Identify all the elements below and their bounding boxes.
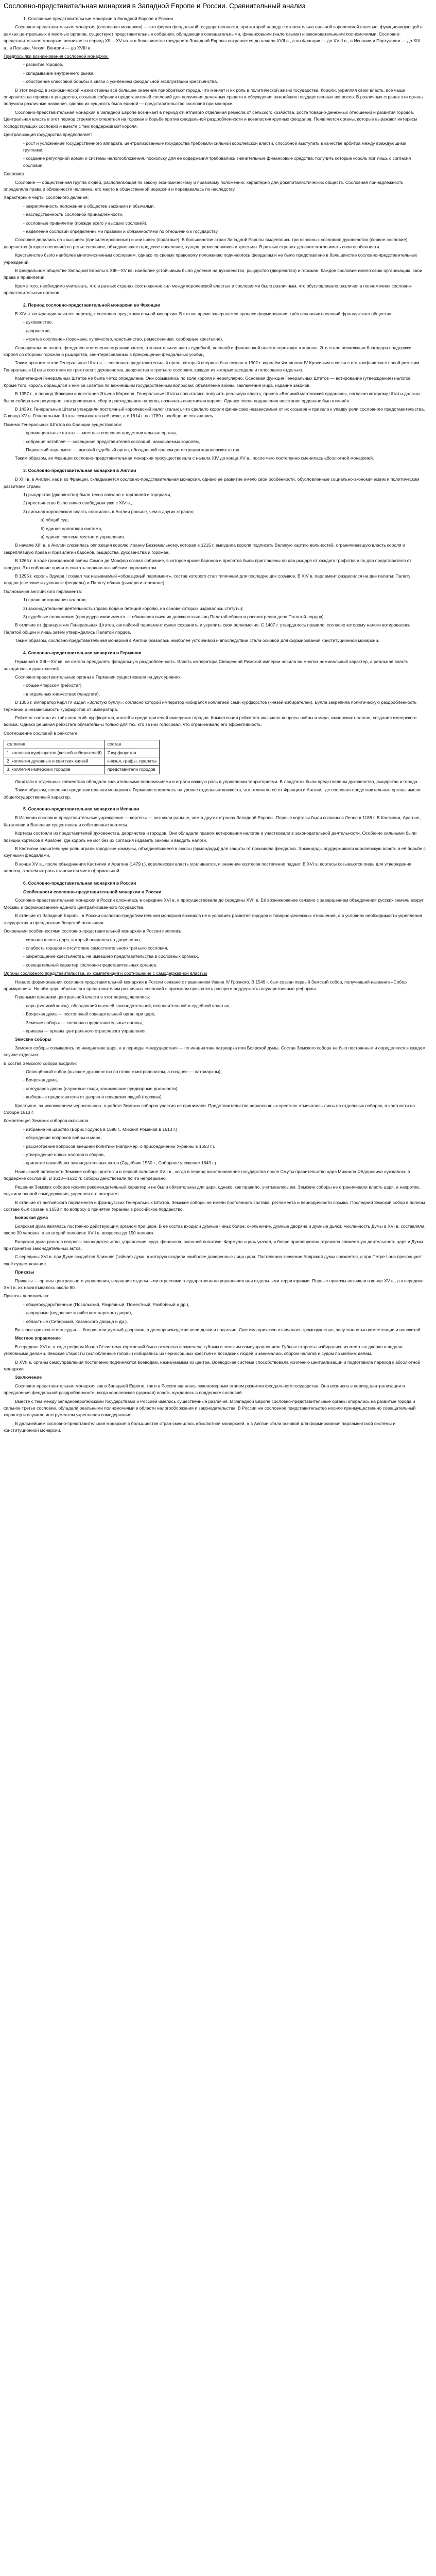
- paragraph: Сословно-представительная монархия в России сложилась в середине XVI в. и просуществовала до середины XVII в. Её возникновение связано с завершением объединения русских земель вокруг Москвы и формированием единого централизованного государства.: [4, 897, 424, 910]
- paragraph: Решения Земских соборов носили рекомендательный характер и не были обязательны для царя, однако, как правило, учитывались им. Земские соборы не ограничивали власть царя, а напротив, служили опорой самодержавия, укрепляя его авторитет.: [4, 1184, 420, 1197]
- list-item: б) единая налоговая система,: [41, 526, 102, 531]
- paragraph: В отличие от Западной Европы, в России сословно-представительная монархия возникла не в условиях развития городов и товарно-денежных отношений, а в условиях необходимости укрепления государства и преодоления боярской оппозиции.: [4, 913, 422, 925]
- table-row: [4, 740, 160, 749]
- list-item: 1. Сословные представительные монархии в Западной Европе и России: [23, 16, 173, 21]
- paragraph: Кортесы состояли из представителей духовенства, дворянства и городов. Они обладали правом вотирования налогов и участвовали в законодательной деятельности. Особенно сильными были позиции кортесов в Арагоне, где король не мог без их согласия издавать законы и вводить налоги.: [4, 831, 417, 843]
- document-title: Сословно-представительная монархия в Западной Европе и России. Сравнительный анализ: [4, 2, 305, 10]
- estates-table: [4, 740, 160, 774]
- list-item: - дворцовые (ведавшие хозяйством царского двора),: [23, 1310, 132, 1316]
- paragraph: В XIV в. во Франции начался переход к сословно-представительной монархии. В это же время завершается процесс формирования трёх основных сословий французского общества:: [15, 311, 393, 317]
- table-cell: 1. коллегия курфюрстов (князей-избирателей): [4, 749, 105, 757]
- paragraph: Боярская дума решала вопросы законодательства, управления, суда, финансов, внешней политики. Формула «царь указал, и бояре приговорили» отражала совместную деятельность царя и Думы при принятии законодательных актов.: [4, 1239, 423, 1251]
- table-cell: 7 курфюрстов: [104, 749, 159, 757]
- paragraph: Сеньориальная власть феодалов постепенно ограничивается, а значительная часть судебной, военной и финансовой власти переходит к королю. Это стало возможным благодаря поддержке короля со стороны горожан и рыцарства, заинтересованных в прекращении феодальных усобиц.: [4, 345, 412, 358]
- paragraph: В середине XVI в. в ходе реформ Ивана IV система кормлений была отменена и заменена губным и земским самоуправлением. Губные старосты избирались из местных дворян и ведали уголовными делами. Земские старосты (излюбленные головы) избирались из черносошных крестьян и посадских людей и занимались сбором налогов и судом по мелким делам.: [4, 1344, 403, 1357]
- paragraph: Сословия делились на «высшие» (привилегированные) и «низшие» (податные). В большинстве стран Западной Европы выделялись три основных сословия: духовенство (первое сословие), дворянство (второе сословие) и третье сословие, объединявшее городское население, купцов, ремесленников и крестьян. В разных странах деление могло иметь свои особенности.: [4, 237, 409, 249]
- paragraph: Крестьянство было наиболее многочисленным сословием, однако по своему правовому положению подчинялось феодалам и не было представлено в большинстве сословно-представительных учреждений.: [4, 252, 417, 265]
- section-heading: 2. Период сословно-представительной монархии во Франции: [23, 302, 161, 308]
- list-item: 2) законодательная деятельность (право подачи петиций королю, на основе которых издавались статуты);: [23, 605, 243, 611]
- list-item: - провинциальные штаты — местные сословно-представительные органы,: [23, 430, 178, 436]
- list-item: - утверждение новых налогов и сборов,: [23, 1152, 105, 1158]
- paragraph: В XVII в. органы самоуправления постепенно подчиняются воеводам, назначаемым из центра. Воеводская система способствовала усилению централизации и подготовила переход к абсолютной монархии.: [4, 1359, 421, 1372]
- paragraph: Характерные черты сословного деления:: [4, 195, 89, 200]
- subsection-heading: Заключение: [15, 1375, 42, 1380]
- paragraph: Боярская дума являлась постоянно действующим органом при царе. В её состав входили думные чины: бояре, окольничие, думные дворяне и думные дьяки. Численность Думы в XVI в. составляла около 30 человек, а во второй половине XVII в. возросла до 150 человек.: [4, 1223, 425, 1236]
- paragraph: Централизация государства предполагает:: [4, 132, 92, 138]
- list-item: - Земские соборы — сословно-представительные органы,: [23, 1020, 143, 1025]
- underlined-heading: Предпосылки возникновения сословной монархии:: [4, 54, 109, 59]
- paragraph: В 1439 г. Генеральные Штаты утвердили постоянный королевский налог (талью), что сделало короля финансово независимым от их созывов и привело к упадку роли сословного представительства. С конца XV в. Генеральные Штаты созываются всё реже, а с 1614 г. по 1789 г. вообще не созывались.: [4, 406, 425, 419]
- subsection-heading: Особенности сословно-представительной монархии в России: [23, 889, 162, 895]
- list-item: - закреплённость положения в обществе законами и обычаями,: [23, 203, 155, 209]
- paragraph: Приказы — органы центрального управления, ведавшие отдельными отраслями государственного управления или отдельными территориями. Первые приказы возникли в конце XV в., а к середине XVII в. их насчитывалось около 80.: [4, 1278, 424, 1290]
- paragraph: В феодальном обществе Западной Европы в XIII—XV вв. наиболее устойчивым было деление на духовенство, рыцарство (дворянство) и горожан. Каждое сословие имело свою организацию, свои права и привилегии.: [4, 268, 423, 280]
- subsection-heading: Боярская дума: [15, 1215, 48, 1221]
- section-heading: 5. Сословно-представительная монархия в Испании: [23, 806, 139, 811]
- paragraph: В начале XIII в. в Англии сложилась оппозиция королю Иоанну Безземельному, которая в 1215 г. вынудила короля подписать Великую хартию вольностей, ограничивавшую власть короля и закреплявшую права и привилегии баронов, рыцарства, духовенства и горожан.: [4, 543, 405, 555]
- list-item: в) единая система местного управления.: [41, 534, 125, 539]
- subsection-heading: Местное управление: [15, 1335, 61, 1341]
- underlined-heading: Сословия: [4, 171, 24, 177]
- paragraph: В этот период в экономической жизни страны всё большее значение приобретают города, что меняет и их роль в политической жизни государства. Короли, укрепляя свою власть, всё чаще опираются на горожан и рыцарство, созывая собрания представителей сословий для получения денежных средств и обсуждения важнейших государственных вопросов. В различных странах эти органы получили различные названия, однако их сущность была единой — представительство сословий при монархе.: [4, 87, 424, 107]
- paragraph: Начало формирования сословно-представительной монархии в России связано с правлением Ивана IV Грозного. В 1549 г. был созван первый Земский собор, получивший название «Собор примирения». На нём царь обратился к представителям различных сословий с призывом прекратить распри и поддержать государственные реформы.: [4, 979, 407, 991]
- underlined-heading: Органы сословного представительства, их компетенция и соотношение с самодержавной властью: [4, 971, 207, 976]
- list-item: - царь (великий князь), обладавший высшей законодательной, исполнительной и судебной властью,: [23, 1003, 231, 1008]
- table-cell: 3. коллегия имперских городов: [4, 766, 105, 774]
- list-item: 3) сильная королевская власть сложилась в Англии раньше, чем в других странах;: [23, 509, 195, 514]
- list-item: - избрание на царство (Борис Годунов в 1598 г., Михаил Романов в 1613 г.),: [23, 1126, 179, 1132]
- list-item: - в отдельных княжествах (ландтаги).: [23, 691, 100, 697]
- document-page: [4, 2, 426, 2576]
- document-body: [4, 15, 426, 1434]
- paragraph: Приказы делились на:: [4, 1293, 50, 1299]
- paragraph: Во главе приказа стоял судья — боярин или думный дворянин, а делопроизводство вели дьяки и подьячие. Система приказов отличалась громоздкостью, запутанностью компетенции и волокитой.: [15, 1327, 422, 1332]
- paragraph: Рейхстаг состоял из трёх коллегий: курфюрстов, князей и представителей имперских городов. Компетенция рейхстага включала вопросы войны и мира, имперских налогов, создания имперского войска. Однако решения рейхстага обязательны только для тех, кто за них голосовал, что ограничивало его эффективность.: [4, 715, 416, 727]
- paragraph: В 1356 г. император Карл IV издал «Золотую буллу», согласно которой император избирался коллегией семи курфюрстов (князей-избирателей). Булла закрепила политическую раздробленность Германии и независимость курфюрстов от императора.: [4, 700, 417, 712]
- list-item: - наделение сословий определёнными правами и обязанностями по отношению к государству.: [23, 228, 219, 234]
- paragraph: В 1265 г. в ходе гражданской войны Симон де Монфор созвал собрание, в которое кроме баронов и прелатов были приглашены по два рыцаря от каждого графства и по два представителя от городов. Это собрание принято считать первым английским парламентом.: [4, 558, 412, 570]
- list-item: - «государев двор» (служилые люди, занимавшие придворные должности),: [23, 1086, 179, 1091]
- table-row: [4, 766, 160, 774]
- list-item: - сословные привилегии (прежде всего у высших сословий),: [23, 220, 148, 226]
- list-item: 1) рыцарство (дворянство) было тесно связано с торговлей и городами,: [23, 492, 171, 497]
- list-item: - выборные представители от дворян и посадских людей (горожан).: [23, 1094, 163, 1100]
- list-item: - Освящённый собор (высшее духовенство во главе с митрополитом, а позднее — патриархом),: [23, 1069, 222, 1074]
- paragraph: Германия в XIII—XV вв. не смогла преодолеть феодальную раздробленность. Власть императора Священной Римской империи носила во многом номинальный характер, а реальная власть находилась в руках князей.: [4, 659, 409, 671]
- list-item: - собрания нотаблей — совещания представителей сословий, назначаемых королём,: [23, 438, 200, 444]
- list-item: - приказы — органы центрального отраслевого управления.: [23, 1028, 147, 1033]
- subsection-heading: Земские соборы: [15, 1037, 51, 1042]
- list-item: - общеимперском (рейхстаг),: [23, 683, 83, 688]
- paragraph: В конце XV в., после объединения Кастилии и Арагона (1479 г.), королевская власть усиливается, и значение кортесов постепенно падает. В XVI в. кортесы созываются лишь для утверждения налогов, а затем их роль становится чисто формальной.: [4, 861, 411, 874]
- list-item: - сильная власть царя, который опирался на дворянство,: [23, 937, 141, 942]
- section-heading: 4. Сословно-представительная монархия в Германии: [23, 650, 142, 655]
- paragraph: В XIII в. в Англии, как и во Франции, складывается сословно-представительная монархия, однако её развитие имело свои особенности, обусловленные социально-экономическим и политическим развитием страны:: [4, 477, 420, 489]
- paragraph: Сословно-представительная монархия в Западной Европе возникает в период отчётливого отделения ремесла от сельского хозяйства, роста товарно-денежных отношений и развития городов. Центральная власть в этот период стремится опереться на горожан в борьбе против феодальной раздробленности и всевластия крупных феодалов. Появляются органы, которые выражают интересы господствующих сословий и вместе с тем поддерживают короля.: [4, 109, 417, 129]
- paragraph: Основными особенностями сословно-представительной монархии в России являлись:: [4, 928, 183, 934]
- list-item: - рост и усложнение государственного аппарата, централизованные государства требовали сильной королевской власти, способной выступать в качестве арбитра между враждующими группами,: [23, 140, 407, 152]
- paragraph: С середины XVI в. при Думе создаётся Ближняя (тайная) дума, в которую входили наиболее доверенные лица царя. Постепенно значение Боярской думы снижается, а при Петре I она прекращает своё существование.: [4, 1254, 422, 1266]
- table-cell: коллегия: [4, 740, 105, 749]
- list-item: - дворянство,: [23, 328, 51, 333]
- paragraph: В 1295 г. король Эдуард I созвал так называемый «образцовый парламент», состав которого стал типичным для последующих созывов. В XIV в. парламент разделился на две палаты: Палату лордов (светские и духовные феодалы) и Палату общин (рыцари и горожане).: [4, 573, 411, 586]
- paragraph: Земские соборы созывались по инициативе царя, а в периоды междуцарствия — по инициативе патриарха или Боярской думы. Состав Земского собора не был постоянным и определялся в каждом случае отдельно.: [4, 1045, 426, 1058]
- paragraph: Таким органом стали Генеральные Штаты — сословно-представительный орган, который впервые был созван в 1302 г. королём Филиппом IV Красивым в связи с его конфликтом с папой римским. Генеральные Штаты состояли из трёх палат: духовенства, дворянства и третьего сословия, каждая из которых заседала и голосовала отдельно.: [4, 360, 421, 372]
- list-item: - принятие важнейших законодательных актов (Судебник 1550 г., Соборное уложение 1649 г.).: [23, 1160, 218, 1166]
- table-cell: представители городов: [104, 766, 159, 774]
- list-item: - совещательный характер сословно-представительных органов.: [23, 962, 158, 968]
- paragraph: Соотношение сословий в рейхстаге:: [4, 730, 79, 736]
- list-item: - закрепощение крестьянства, не имевшего представительства в сословных органах,: [23, 954, 199, 959]
- paragraph: Сословно-представительная монархия как в Западной Европе, так и в России являлась закономерным этапом развития феодального государства. Она возникла в период централизации и преодоления феодальной раздробленности, когда королевская (царская) власть нуждалась в поддержке сословий.: [4, 1383, 405, 1396]
- paragraph: Сословно-представительные органы в Германии существовали на двух уровнях:: [15, 674, 182, 680]
- table-cell: состав: [104, 740, 159, 749]
- list-item: - общегосударственные (Посольский, Разрядный, Поместный, Разбойный и др.),: [23, 1301, 189, 1307]
- list-item: - создание регулярной армии и системы налогообложения, поскольку для её содержания требовались значительные финансовые средства, получить которые король мог лишь с согласия сословий.: [23, 156, 411, 168]
- paragraph: В 1357 г., в период Жакерии и восстания Этьена Марселя, Генеральные Штаты попытались получить реальную власть, приняв «Великий мартовский ордонанс», согласно которому Штаты должны были собираться регулярно, контролировать сбор и расходование налогов, назначать советников короля. Однако после подавления восстания ордонанс был отменён.: [4, 391, 421, 403]
- list-item: - слабость городов и отсутствие самостоятельного третьего сословия,: [23, 945, 168, 951]
- paragraph: В Кастилии значительную роль играли городские коммуны, объединявшиеся в союзы (эрмандады) для защиты от произвола феодалов. Эрмандады поддерживали королевскую власть в её борьбе с крупными феодалами.: [4, 846, 426, 858]
- list-item: - обострение классовой борьбы в связи с усилением феодальной эксплуатации крестьянства.: [23, 79, 218, 84]
- table-row: [4, 749, 160, 757]
- list-item: - «третье сословие» (горожане, купечество, крестьянство, ремесленники, свободные крестьяне).: [23, 336, 223, 342]
- list-item: - наследственность сословной принадлежности,: [23, 212, 124, 217]
- paragraph: Таким образом, сословно-представительная монархия в Германии сложилась на уровне отдельных княжеств, что отличало её от Франции и Англии, где сословно-представительные органы имели общегосударственный характер.: [4, 787, 421, 800]
- section-heading: 6. Сословно-представительная монархия в России: [23, 880, 136, 886]
- list-item: - развитие городов,: [23, 62, 63, 67]
- paragraph: Полномочия английского парламента:: [4, 588, 82, 594]
- section-heading: 3. Сословно-представительная монархия в Англии: [23, 467, 136, 473]
- paragraph: Таким образом, во Франции сословно-представительная монархия просуществовала с начала XIV до конца XV в., после чего постепенно сменилась абсолютной монархией.: [15, 455, 374, 461]
- paragraph: Главными органами центральной власти в этот период являлись:: [15, 994, 150, 1000]
- list-item: - Боярская дума — постоянный совещательный орган при царе,: [23, 1011, 156, 1017]
- list-item: 2) крестьянство было лично свободным уже с XIV в.,: [23, 500, 132, 506]
- paragraph: В отличие от французских Генеральных Штатов, английский парламент сумел сохранить и укрепить свои полномочия. С 1407 г. утвердилось правило, согласно которому налоги вотировались Палатой общин и лишь затем утверждались Палатой лордов.: [4, 622, 411, 635]
- list-item: 3) судебные полномочия (процедура импичмента — обвинения высших должностных лиц Палатой общин и рассмотрения дела Палатой лордов).: [23, 614, 325, 620]
- paragraph: Компетенция Генеральных Штатов не была чётко определена. Они созывались по воле короля и нерегулярно. Основная функция Генеральных Штатов — вотирование (утверждение) налогов. Кроме того, король обращался к ним за советом по важнейшим государственным вопросам: объявление войны, заключение мира, издание законов.: [4, 376, 412, 388]
- paragraph: В состав Земского собора входили:: [4, 1060, 77, 1066]
- list-item: - Парижский парламент — высший судебный орган, обладавший правом регистрации королевских актов.: [23, 447, 241, 452]
- list-item: - рассмотрение вопросов внешней политики (например, о присоединении Украины в 1653 г.),: [23, 1143, 215, 1149]
- paragraph: Наивысшей активности Земские соборы достигли в первой половине XVII в., когда в период восстановления государства после Смуты правительство царя Михаила Фёдоровича нуждалось в поддержке сословий. В 1613—1622 гг. соборы действовали почти непрерывно.: [4, 1168, 410, 1181]
- paragraph: В отличие от английского парламента и французских Генеральных Штатов, Земские соборы не имели постоянного состава, регламента и периодичности созыва. Последний Земский собор в полном составе был созван в 1653 г. по вопросу о принятии Украины в российское подданство.: [4, 1199, 425, 1212]
- list-item: - Боярская дума,: [23, 1077, 58, 1083]
- list-item: 1) право вотирования налогов;: [23, 597, 87, 603]
- paragraph: Ландтаги в отдельных княжествах обладали значительными полномочиями и играли важную роль в управлении территориями. В ландтагах были представлены духовенство, рыцарство и города.: [15, 778, 419, 784]
- list-item: - обсуждение вопросов войны и мира,: [23, 1135, 102, 1141]
- paragraph: Кроме того, необходимо учитывать, что в разных странах соотношение сил между королевской властью и сословиями было различным, что обусловливало различия в полномочиях сословно-представительных органов.: [4, 283, 412, 296]
- paragraph: Таким образом, сословно-представительная монархия в Англии оказалась наиболее устойчивой и впоследствии стала основой для формирования конституционной монархии.: [15, 638, 379, 643]
- paragraph: Сословно-представительная монархия (сословная монархия) — это форма феодальной государственности, при которой наряду с относительно сильной королевской властью, функционирующей в рамках центральных и местных органов, существуют представительные собрания, обладающие совещательными, финансовыми (налоговыми) и законодательными полномочиями. Сословно-представительная монархия возникает в период XIII—XV вв. и в большинстве государств Западной Европы сохраняется до начала XVII в., а во Франции — до XVIII в., в Испании и Португалии — до XIX в., в Польше, Чехии, Венгрии — до XVIII в.: [4, 24, 423, 50]
- table-cell: 2. коллегия духовных и светских князей: [4, 757, 105, 765]
- list-item: - складывание внутреннего рынка,: [23, 70, 95, 76]
- paragraph: Крестьяне, за исключением черносошных, в работе Земских соборов участия не принимали. Представительство черносошных крестьян отмечалось лишь на отдельных соборах, в частности на Соборе 1613 г.: [4, 1103, 415, 1115]
- paragraph: Компетенция Земских соборов включала:: [4, 1118, 90, 1124]
- paragraph: В Испании сословно-представительные учреждения — кортесы — возникли раньше, чем в других странах Западной Европы. Первые кортесы были созваны в Леоне в 1188 г. В Кастилии, Арагоне, Каталонии и Валенсии существовали собственные кортесы.: [4, 815, 421, 827]
- list-item: - духовенство,: [23, 319, 53, 325]
- list-item: а) общий суд,: [41, 517, 69, 523]
- paragraph: Сословие — общественная группа людей, располагающая по закону экономическому и правовому положению, характерно для докапиталистических обществ. Сословная принадлежность определяла права и обязанности человека, его место в общественной иерархии и передавалась по наследству.: [4, 179, 404, 192]
- paragraph: В дальнейшем сословно-представительная монархия в большинстве стран сменилась абсолютной монархией, а в Англии стала основой для формирования парламентской системы и конституционной монархии.: [4, 1420, 396, 1433]
- table-row: [4, 757, 160, 765]
- table-cell: князья, графы, прелаты: [104, 757, 159, 765]
- paragraph: Вместе с тем между западноевропейскими государствами и Россией имелись существенные различия. В Западной Европе сословно-представительные органы опирались на развитые города и сильное третье сословие, обладали реальными полномочиями в области налогообложения и законодательства. В России же сословное представительство носило преимущественно совещательный характер и служило инструментом укрепления самодержавия.: [4, 1398, 416, 1418]
- list-item: - областные (Сибирский, Казанского дворца и др.).: [23, 1318, 128, 1324]
- subsection-heading: Приказы: [15, 1269, 34, 1275]
- paragraph: Помимо Генеральных Штатов во Франции существовали:: [4, 421, 123, 427]
